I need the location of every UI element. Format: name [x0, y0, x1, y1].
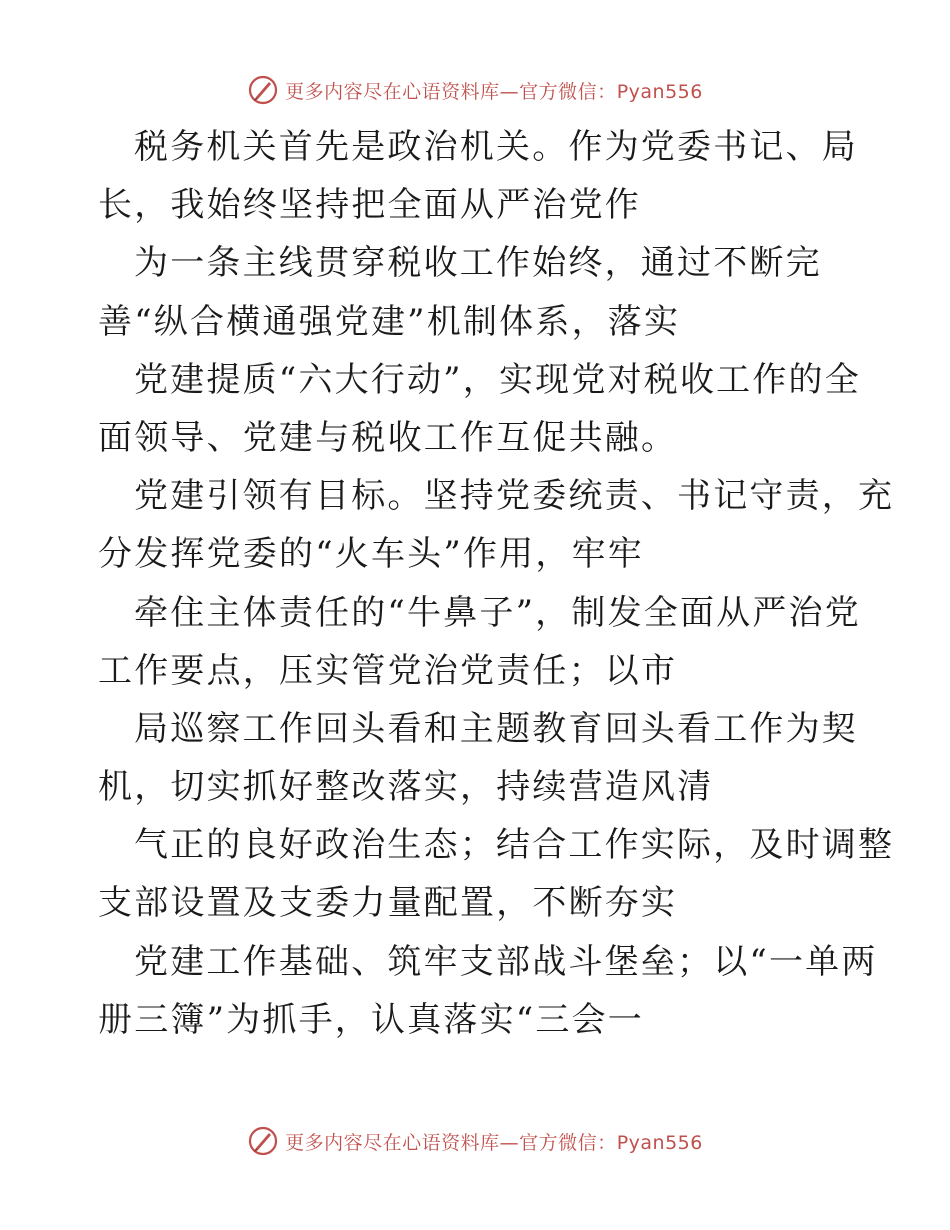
- text-line: 长，我始终坚持把全面从严治党作: [98, 185, 641, 226]
- text-line: 善“纵合横通强党建”机制体系，落实: [98, 301, 681, 342]
- quill-logo-icon: [247, 74, 279, 106]
- watermark-brand: 更多内容尽在心语资料库: [285, 1131, 500, 1154]
- text-line: 牵住主体责任的“牛鼻子”，制发全面从严治党: [134, 592, 861, 633]
- text-line: 党建引领有目标。坚持党委统责、书记守责，充: [134, 476, 895, 517]
- footer-watermark: [0, 1124, 950, 1158]
- text-line: 为一条主线贯穿税收工作始终，通过不断完: [134, 243, 822, 284]
- watermark-wechat-label: 官方微信：: [519, 1131, 617, 1154]
- watermark-text: [285, 1128, 703, 1155]
- text-line: 支部设置及支委力量配置，不断夯实: [98, 883, 678, 924]
- text-line: 党建提质“六大行动”，实现党对税收工作的全: [134, 359, 861, 400]
- watermark-separator: —: [499, 80, 520, 103]
- watermark-brand: 更多内容尽在心语资料库: [285, 80, 500, 103]
- quill-logo-icon: [247, 1125, 279, 1157]
- watermark-account: Pyan556: [616, 80, 703, 103]
- text-line: 机，切实抓好整改落实，持续营造风清: [98, 767, 714, 808]
- text-line: 分发挥党委的“火车头”作用，牢牢: [98, 534, 644, 575]
- text-line: 税务机关首先是政治机关。作为党委书记、局: [134, 127, 858, 167]
- watermark-account: Pyan556: [616, 1131, 703, 1154]
- watermark-wechat-label: 官方微信：: [519, 80, 617, 103]
- watermark-separator: —: [499, 1131, 520, 1154]
- text-line: 党建工作基础、筑牢支部战斗堡垒；以“一单两: [134, 941, 878, 982]
- text-line: 工作要点，压实管党治党责任；以市: [98, 650, 678, 691]
- text-line: 局巡察工作回头看和主题教育回头看工作为契: [134, 708, 858, 749]
- document-body: [98, 118, 895, 1049]
- header-watermark: [0, 73, 950, 107]
- text-line: 气正的良好政治生态；结合工作实际，及时调整: [134, 825, 895, 866]
- watermark-text: [285, 77, 703, 104]
- text-line: 册三簿”为抓手，认真落实“三会一: [98, 999, 644, 1040]
- text-line: 面领导、党建与税收工作互促共融。: [98, 417, 678, 458]
